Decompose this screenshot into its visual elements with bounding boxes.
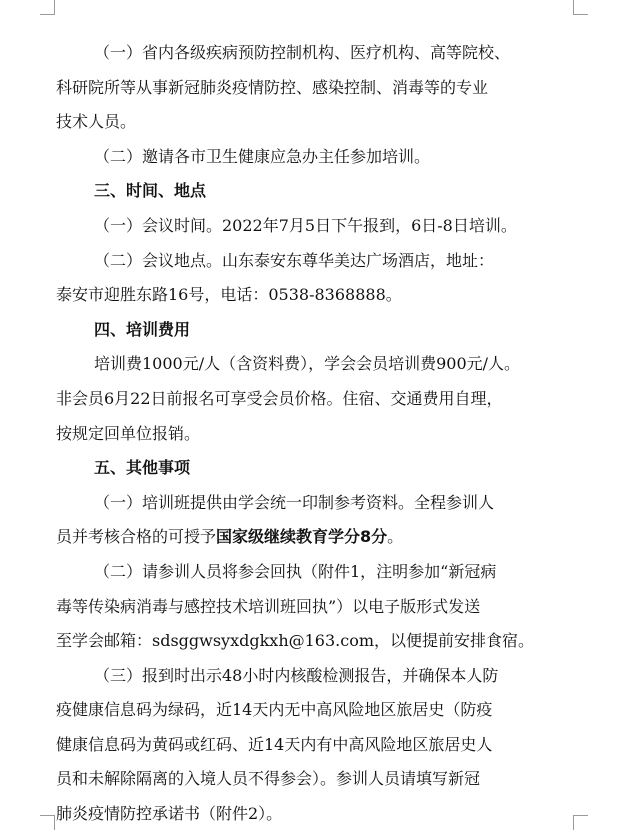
paragraph-line: 肺炎疫情防控承诺书（附件2）。 [56, 804, 283, 824]
credit-highlight: 国家级继续教育学分8分 [216, 527, 388, 547]
paragraph-line: 非会员6月22日前报名可享受会员价格。住宿、交通费用自理， [56, 388, 503, 408]
paragraph-line: 健康信息码为黄码或红码、近14天内有中高风险地区旅居史人 [56, 734, 493, 754]
paragraph-line: （一）培训班提供由学会统一印制参考资料。全程参训人 [94, 492, 495, 512]
section-heading: 五、其他事项 [94, 458, 191, 478]
paragraph-line: （二）会议地点。山东泰安东尊华美达广场酒店，地址： [94, 250, 495, 270]
paragraph-line: 员并考核合格的可授予国家级继续教育学分8分。 [56, 527, 404, 547]
paragraph-line: 毒等传染病消毒与感控技术培训班回执”）以电子版形式发送 [56, 596, 481, 616]
paragraph-line: （二）请参训人员将参会回执（附件1，注明参加“新冠病 [94, 561, 497, 581]
paragraph-line: （一）会议时间。2022年7月5日下午报到，6日-8日培训。 [94, 215, 517, 235]
document-body [56, 36, 586, 832]
paragraph-line: 疫健康信息码为绿码，近14天内无中高风险地区旅居史（防疫 [56, 700, 493, 720]
page-corner-mark [573, 0, 588, 15]
paragraph-line: （一）省内各级疾病预防控制机构、医疗机构、高等院校、 [94, 43, 511, 62]
paragraph-line: 员和未解除隔离的入境人员不得参会）。参训人员请填写新冠 [56, 769, 481, 789]
paragraph-line: 技术人员。 [56, 112, 137, 132]
paragraph-line: 培训费1000元/人（含资料费），学会会员培训费900元/人。 [94, 354, 521, 374]
page-corner-mark [40, 0, 55, 15]
section-heading: 四、培训费用 [94, 319, 191, 339]
section-heading: 三、时间、地点 [94, 181, 207, 201]
paragraph-line: （三）报到时出示48小时内核酸检测报告，并确保本人防 [94, 665, 499, 685]
paragraph-line: 科研院所等从事新冠肺炎疫情防控、感染控制、消毒等的专业 [56, 77, 489, 97]
paragraph-line: 至学会邮箱：sdsggwsyxdgkxh@163.com，以便提前安排食宿。 [56, 631, 535, 651]
paragraph-line: 泰安市迎胜东路16号，电话：0538-8368888。 [56, 285, 402, 305]
paragraph-line: （二）邀请各市卫生健康应急办主任参加培训。 [94, 146, 431, 166]
paragraph-line: 按规定回单位报销。 [56, 423, 201, 443]
page-corner-mark [40, 815, 55, 830]
